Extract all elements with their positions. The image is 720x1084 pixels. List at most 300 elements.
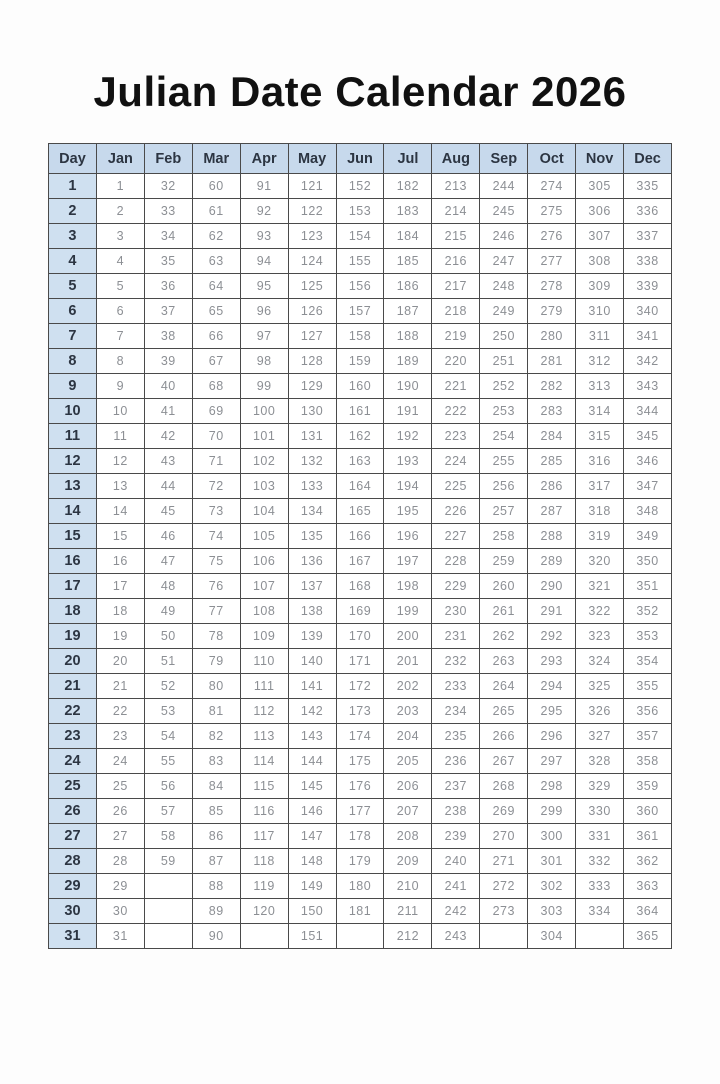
julian-value-cell: 239 [432, 824, 480, 849]
table-body [49, 174, 672, 949]
julian-value-cell: 128 [288, 349, 336, 374]
julian-value-cell: 82 [192, 724, 240, 749]
julian-value-cell: 277 [528, 249, 576, 274]
julian-value-cell: 295 [528, 699, 576, 724]
julian-value-cell: 120 [240, 899, 288, 924]
month-column-header: Jun [336, 144, 384, 174]
julian-value-cell: 76 [192, 574, 240, 599]
julian-value-cell: 165 [336, 499, 384, 524]
julian-value-cell: 37 [144, 299, 192, 324]
julian-value-cell: 364 [624, 899, 672, 924]
julian-value-cell: 309 [576, 274, 624, 299]
julian-value-cell: 342 [624, 349, 672, 374]
julian-value-cell: 108 [240, 599, 288, 624]
julian-value-cell: 330 [576, 799, 624, 824]
julian-value-cell: 152 [336, 174, 384, 199]
julian-value-cell: 160 [336, 374, 384, 399]
julian-value-cell: 360 [624, 799, 672, 824]
julian-value-cell: 289 [528, 549, 576, 574]
julian-value-cell: 32 [144, 174, 192, 199]
julian-value-cell: 24 [96, 749, 144, 774]
julian-value-cell: 127 [288, 324, 336, 349]
table-row [49, 774, 672, 799]
julian-value-cell: 115 [240, 774, 288, 799]
day-cell: 23 [49, 724, 97, 749]
julian-value-cell: 169 [336, 599, 384, 624]
julian-value-cell: 5 [96, 274, 144, 299]
julian-value-cell: 278 [528, 274, 576, 299]
julian-value-cell: 223 [432, 424, 480, 449]
julian-value-cell: 92 [240, 199, 288, 224]
julian-value-cell: 65 [192, 299, 240, 324]
julian-value-cell: 178 [336, 824, 384, 849]
table-row [49, 624, 672, 649]
julian-value-cell: 365 [624, 924, 672, 949]
julian-value-cell: 87 [192, 849, 240, 874]
julian-value-cell: 209 [384, 849, 432, 874]
julian-value-cell: 105 [240, 524, 288, 549]
page-title: Julian Date Calendar 2026 [93, 68, 627, 115]
table-row [49, 474, 672, 499]
julian-value-cell: 335 [624, 174, 672, 199]
julian-value-cell: 262 [480, 624, 528, 649]
julian-value-cell: 163 [336, 449, 384, 474]
julian-value-cell: 21 [96, 674, 144, 699]
julian-value-cell: 95 [240, 274, 288, 299]
julian-value-cell: 198 [384, 574, 432, 599]
julian-value-cell: 60 [192, 174, 240, 199]
julian-value-cell: 340 [624, 299, 672, 324]
table-row [49, 199, 672, 224]
julian-value-cell: 40 [144, 374, 192, 399]
table-row [49, 224, 672, 249]
julian-value-cell: 256 [480, 474, 528, 499]
day-cell: 26 [49, 799, 97, 824]
julian-value-cell: 332 [576, 849, 624, 874]
julian-value-cell: 334 [576, 899, 624, 924]
julian-value-cell: 99 [240, 374, 288, 399]
table-row [49, 499, 672, 524]
julian-value-cell: 39 [144, 349, 192, 374]
julian-value-cell: 270 [480, 824, 528, 849]
julian-value-cell: 138 [288, 599, 336, 624]
julian-value-cell: 296 [528, 724, 576, 749]
julian-value-cell: 187 [384, 299, 432, 324]
table-row [49, 349, 672, 374]
julian-value-cell: 151 [288, 924, 336, 949]
table-row [49, 649, 672, 674]
julian-value-cell: 327 [576, 724, 624, 749]
julian-value-cell: 177 [336, 799, 384, 824]
julian-value-cell: 281 [528, 349, 576, 374]
julian-value-cell: 28 [96, 849, 144, 874]
julian-value-cell: 308 [576, 249, 624, 274]
julian-value-cell: 166 [336, 524, 384, 549]
table-row [49, 699, 672, 724]
julian-value-cell: 252 [480, 374, 528, 399]
julian-value-cell: 31 [96, 924, 144, 949]
julian-value-cell: 86 [192, 824, 240, 849]
julian-value-cell: 236 [432, 749, 480, 774]
julian-value-cell: 331 [576, 824, 624, 849]
julian-value-cell: 103 [240, 474, 288, 499]
julian-value-cell: 114 [240, 749, 288, 774]
julian-value-cell: 222 [432, 399, 480, 424]
day-cell: 24 [49, 749, 97, 774]
julian-value-cell: 217 [432, 274, 480, 299]
julian-value-cell: 176 [336, 774, 384, 799]
julian-value-cell: 202 [384, 674, 432, 699]
julian-value-cell: 350 [624, 549, 672, 574]
month-column-header: May [288, 144, 336, 174]
julian-value-cell: 227 [432, 524, 480, 549]
julian-value-cell: 55 [144, 749, 192, 774]
julian-value-cell: 212 [384, 924, 432, 949]
julian-value-cell: 61 [192, 199, 240, 224]
day-cell: 18 [49, 599, 97, 624]
julian-value-cell: 328 [576, 749, 624, 774]
julian-value-cell: 311 [576, 324, 624, 349]
julian-value-cell: 84 [192, 774, 240, 799]
julian-value-cell: 253 [480, 399, 528, 424]
day-cell: 7 [49, 324, 97, 349]
month-column-header: Feb [144, 144, 192, 174]
julian-value-cell: 90 [192, 924, 240, 949]
julian-value-cell: 18 [96, 599, 144, 624]
day-cell: 17 [49, 574, 97, 599]
julian-value-cell: 204 [384, 724, 432, 749]
julian-value-cell: 183 [384, 199, 432, 224]
julian-value-cell: 267 [480, 749, 528, 774]
julian-value-cell: 148 [288, 849, 336, 874]
calendar-page [0, 66, 720, 1084]
day-cell: 19 [49, 624, 97, 649]
julian-value-cell: 104 [240, 499, 288, 524]
table-row [49, 824, 672, 849]
julian-value-cell: 251 [480, 349, 528, 374]
julian-value-cell: 188 [384, 324, 432, 349]
julian-value-cell: 192 [384, 424, 432, 449]
julian-value-cell: 297 [528, 749, 576, 774]
julian-value-cell: 41 [144, 399, 192, 424]
julian-value-cell: 241 [432, 874, 480, 899]
julian-value-cell: 347 [624, 474, 672, 499]
julian-value-cell: 201 [384, 649, 432, 674]
julian-value-cell: 162 [336, 424, 384, 449]
julian-value-cell: 137 [288, 574, 336, 599]
julian-value-cell: 25 [96, 774, 144, 799]
month-column-header: Oct [528, 144, 576, 174]
julian-value-cell: 361 [624, 824, 672, 849]
julian-value-cell: 194 [384, 474, 432, 499]
table-row [49, 924, 672, 949]
julian-value-cell: 100 [240, 399, 288, 424]
julian-value-cell: 220 [432, 349, 480, 374]
julian-value-cell: 232 [432, 649, 480, 674]
julian-value-cell: 52 [144, 674, 192, 699]
julian-value-cell: 219 [432, 324, 480, 349]
julian-value-cell: 292 [528, 624, 576, 649]
day-cell: 27 [49, 824, 97, 849]
julian-value-cell: 294 [528, 674, 576, 699]
julian-value-cell: 203 [384, 699, 432, 724]
julian-value-cell: 189 [384, 349, 432, 374]
julian-value-cell: 51 [144, 649, 192, 674]
julian-value-cell: 269 [480, 799, 528, 824]
julian-value-cell: 179 [336, 849, 384, 874]
julian-value-cell: 172 [336, 674, 384, 699]
julian-value-cell: 353 [624, 624, 672, 649]
julian-value-cell: 261 [480, 599, 528, 624]
day-cell: 16 [49, 549, 97, 574]
julian-value-cell: 38 [144, 324, 192, 349]
month-column-header: Apr [240, 144, 288, 174]
julian-value-cell: 144 [288, 749, 336, 774]
julian-value-cell: 47 [144, 549, 192, 574]
julian-value-cell: 274 [528, 174, 576, 199]
julian-value-cell: 30 [96, 899, 144, 924]
julian-value-cell: 111 [240, 674, 288, 699]
julian-value-cell: 170 [336, 624, 384, 649]
julian-value-cell: 313 [576, 374, 624, 399]
day-cell: 4 [49, 249, 97, 274]
julian-value-cell: 42 [144, 424, 192, 449]
julian-value-cell: 266 [480, 724, 528, 749]
julian-value-cell: 141 [288, 674, 336, 699]
julian-value-cell: 70 [192, 424, 240, 449]
julian-value-cell: 271 [480, 849, 528, 874]
table-header [49, 144, 672, 174]
julian-value-cell: 218 [432, 299, 480, 324]
julian-value-cell: 79 [192, 649, 240, 674]
julian-value-cell: 352 [624, 599, 672, 624]
julian-value-cell: 238 [432, 799, 480, 824]
table-row [49, 874, 672, 899]
julian-value-cell: 94 [240, 249, 288, 274]
julian-value-cell: 11 [96, 424, 144, 449]
julian-value-cell: 216 [432, 249, 480, 274]
day-cell: 14 [49, 499, 97, 524]
julian-value-cell: 208 [384, 824, 432, 849]
julian-value-cell [144, 874, 192, 899]
julian-value-cell: 131 [288, 424, 336, 449]
julian-value-cell: 240 [432, 849, 480, 874]
julian-value-cell: 265 [480, 699, 528, 724]
julian-value-cell: 44 [144, 474, 192, 499]
julian-value-cell: 260 [480, 574, 528, 599]
table-row [49, 674, 672, 699]
julian-value-cell: 67 [192, 349, 240, 374]
julian-value-cell: 322 [576, 599, 624, 624]
table-row [49, 549, 672, 574]
table-row [49, 174, 672, 199]
table-header-row [49, 144, 672, 174]
julian-value-cell: 338 [624, 249, 672, 274]
julian-value-cell: 68 [192, 374, 240, 399]
julian-value-cell: 305 [576, 174, 624, 199]
julian-value-cell: 4 [96, 249, 144, 274]
table-row [49, 299, 672, 324]
julian-value-cell: 272 [480, 874, 528, 899]
julian-value-cell: 13 [96, 474, 144, 499]
julian-value-cell: 35 [144, 249, 192, 274]
table-row [49, 599, 672, 624]
julian-value-cell: 318 [576, 499, 624, 524]
julian-value-cell: 333 [576, 874, 624, 899]
julian-value-cell: 69 [192, 399, 240, 424]
day-cell: 31 [49, 924, 97, 949]
table-row [49, 724, 672, 749]
julian-value-cell: 15 [96, 524, 144, 549]
julian-value-cell: 50 [144, 624, 192, 649]
julian-value-cell: 247 [480, 249, 528, 274]
julian-value-cell: 254 [480, 424, 528, 449]
julian-value-cell: 72 [192, 474, 240, 499]
julian-value-cell: 96 [240, 299, 288, 324]
julian-value-cell: 282 [528, 374, 576, 399]
julian-value-cell: 1 [96, 174, 144, 199]
julian-value-cell: 246 [480, 224, 528, 249]
julian-value-cell: 167 [336, 549, 384, 574]
month-column-header: Sep [480, 144, 528, 174]
julian-value-cell: 243 [432, 924, 480, 949]
julian-value-cell: 66 [192, 324, 240, 349]
julian-value-cell: 304 [528, 924, 576, 949]
julian-value-cell: 116 [240, 799, 288, 824]
julian-value-cell: 88 [192, 874, 240, 899]
julian-value-cell: 268 [480, 774, 528, 799]
julian-value-cell [480, 924, 528, 949]
julian-value-cell: 214 [432, 199, 480, 224]
julian-value-cell: 228 [432, 549, 480, 574]
julian-value-cell: 26 [96, 799, 144, 824]
julian-value-cell: 191 [384, 399, 432, 424]
julian-value-cell: 207 [384, 799, 432, 824]
julian-value-cell: 48 [144, 574, 192, 599]
julian-value-cell: 257 [480, 499, 528, 524]
julian-value-cell: 213 [432, 174, 480, 199]
julian-value-cell: 36 [144, 274, 192, 299]
day-cell: 11 [49, 424, 97, 449]
julian-value-cell: 301 [528, 849, 576, 874]
julian-value-cell: 57 [144, 799, 192, 824]
julian-value-cell [576, 924, 624, 949]
julian-value-cell: 248 [480, 274, 528, 299]
julian-value-cell: 113 [240, 724, 288, 749]
julian-value-cell: 168 [336, 574, 384, 599]
julian-value-cell: 149 [288, 874, 336, 899]
julian-value-cell: 221 [432, 374, 480, 399]
julian-value-cell: 62 [192, 224, 240, 249]
julian-value-cell: 119 [240, 874, 288, 899]
julian-value-cell: 303 [528, 899, 576, 924]
julian-value-cell: 258 [480, 524, 528, 549]
julian-value-cell: 355 [624, 674, 672, 699]
julian-value-cell: 306 [576, 199, 624, 224]
julian-value-cell: 34 [144, 224, 192, 249]
julian-value-cell: 302 [528, 874, 576, 899]
julian-value-cell: 124 [288, 249, 336, 274]
julian-value-cell: 199 [384, 599, 432, 624]
julian-value-cell: 242 [432, 899, 480, 924]
julian-value-cell: 45 [144, 499, 192, 524]
julian-value-cell: 245 [480, 199, 528, 224]
julian-value-cell: 23 [96, 724, 144, 749]
julian-value-cell: 81 [192, 699, 240, 724]
julian-value-cell: 171 [336, 649, 384, 674]
julian-value-cell: 339 [624, 274, 672, 299]
julian-value-cell: 283 [528, 399, 576, 424]
julian-value-cell: 158 [336, 324, 384, 349]
table-row [49, 449, 672, 474]
julian-value-cell: 363 [624, 874, 672, 899]
julian-value-cell [144, 924, 192, 949]
day-cell: 21 [49, 674, 97, 699]
julian-value-cell: 14 [96, 499, 144, 524]
julian-value-cell: 97 [240, 324, 288, 349]
julian-value-cell: 2 [96, 199, 144, 224]
julian-value-cell: 10 [96, 399, 144, 424]
julian-value-cell: 291 [528, 599, 576, 624]
julian-value-cell: 146 [288, 799, 336, 824]
julian-value-cell: 73 [192, 499, 240, 524]
julian-value-cell: 357 [624, 724, 672, 749]
julian-value-cell: 74 [192, 524, 240, 549]
julian-value-cell: 147 [288, 824, 336, 849]
julian-value-cell: 345 [624, 424, 672, 449]
julian-value-cell: 64 [192, 274, 240, 299]
julian-value-cell: 356 [624, 699, 672, 724]
julian-value-cell: 284 [528, 424, 576, 449]
julian-value-cell: 101 [240, 424, 288, 449]
julian-value-cell: 184 [384, 224, 432, 249]
julian-value-cell: 211 [384, 899, 432, 924]
table-row [49, 574, 672, 599]
julian-value-cell: 85 [192, 799, 240, 824]
day-cell: 15 [49, 524, 97, 549]
julian-value-cell: 3 [96, 224, 144, 249]
julian-value-cell: 135 [288, 524, 336, 549]
julian-value-cell: 320 [576, 549, 624, 574]
julian-value-cell: 286 [528, 474, 576, 499]
julian-value-cell: 351 [624, 574, 672, 599]
julian-value-cell: 237 [432, 774, 480, 799]
julian-value-cell: 182 [384, 174, 432, 199]
julian-value-cell: 324 [576, 649, 624, 674]
julian-value-cell: 276 [528, 224, 576, 249]
julian-value-cell: 259 [480, 549, 528, 574]
julian-value-cell: 8 [96, 349, 144, 374]
julian-value-cell: 133 [288, 474, 336, 499]
julian-value-cell: 109 [240, 624, 288, 649]
day-cell: 13 [49, 474, 97, 499]
day-cell: 28 [49, 849, 97, 874]
day-cell: 8 [49, 349, 97, 374]
julian-value-cell [144, 899, 192, 924]
julian-value-cell: 323 [576, 624, 624, 649]
julian-value-cell: 20 [96, 649, 144, 674]
julian-value-cell: 159 [336, 349, 384, 374]
julian-value-cell: 142 [288, 699, 336, 724]
day-cell: 10 [49, 399, 97, 424]
julian-value-cell: 348 [624, 499, 672, 524]
julian-value-cell: 7 [96, 324, 144, 349]
julian-value-cell: 275 [528, 199, 576, 224]
month-column-header: Dec [624, 144, 672, 174]
table-row [49, 274, 672, 299]
julian-value-cell: 206 [384, 774, 432, 799]
table-row [49, 749, 672, 774]
